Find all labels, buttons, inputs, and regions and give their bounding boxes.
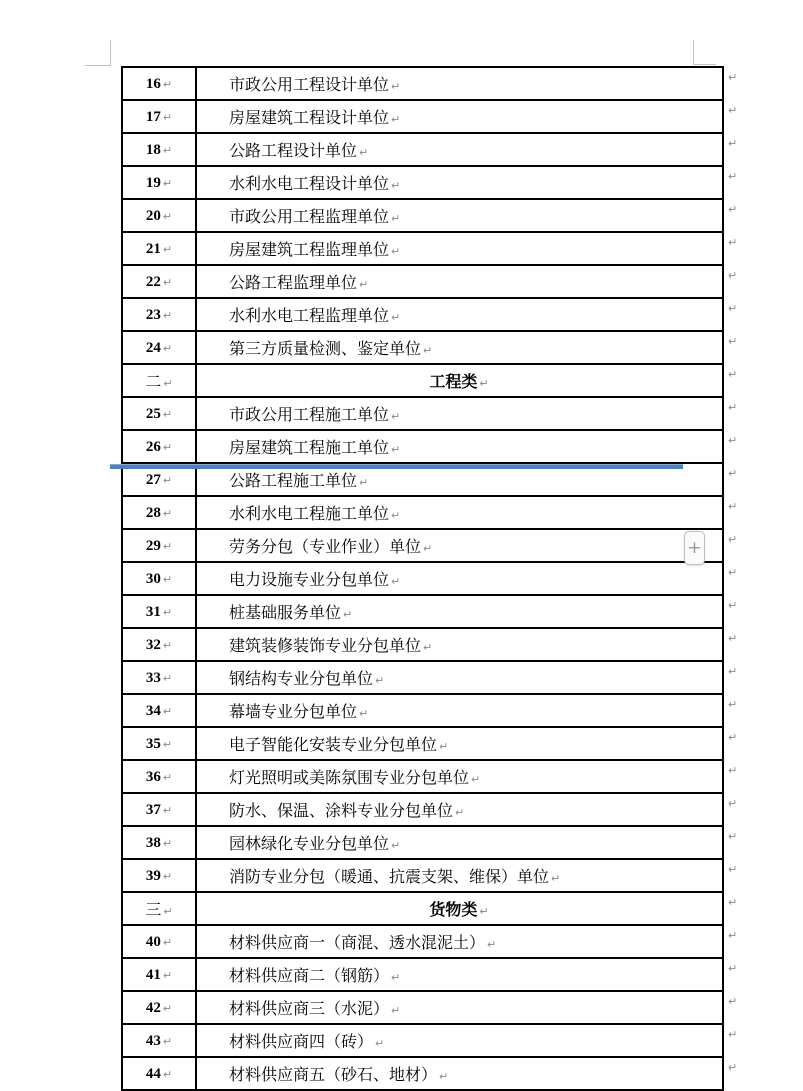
- row-text: 园林绿化专业分包单位: [229, 836, 390, 853]
- row-text: 货物类: [429, 902, 478, 919]
- row-number-cell[interactable]: [122, 727, 196, 760]
- paragraph-mark-icon: ↵: [162, 1001, 173, 1015]
- row-text: 钢结构专业分包单位: [229, 671, 374, 688]
- end-of-row-mark-icon: ↵: [728, 830, 738, 843]
- paragraph-mark-icon: ↵: [162, 770, 173, 784]
- row-text-cell[interactable]: [196, 529, 723, 562]
- supplier-table-body: [122, 67, 723, 1090]
- paragraph-mark-icon: ↵: [359, 278, 369, 291]
- paragraph-mark-icon: ↵: [162, 242, 173, 256]
- paragraph-mark-icon: ↵: [162, 473, 173, 487]
- row-text: 公路工程施工单位: [229, 473, 358, 490]
- paragraph-mark-icon: ↵: [162, 143, 173, 157]
- paragraph-mark-icon: ↵: [162, 77, 173, 91]
- table-row: [122, 529, 723, 562]
- end-of-row-mark-icon: ↵: [728, 335, 738, 348]
- row-number-cell[interactable]: [122, 100, 196, 133]
- row-text: 工程类: [429, 374, 478, 391]
- row-number: 32: [145, 636, 161, 653]
- section-header-row: [122, 892, 723, 925]
- row-number: 42: [145, 999, 161, 1016]
- end-of-row-mark-icon: ↵: [728, 698, 738, 711]
- table-row: [122, 298, 723, 331]
- table-row: [122, 727, 723, 760]
- table-row: [122, 1024, 723, 1057]
- supplier-category-table: [121, 66, 724, 1091]
- end-of-row-mark-icon: ↵: [728, 170, 738, 183]
- row-text-cell[interactable]: [196, 562, 723, 595]
- row-number-cell[interactable]: [122, 661, 196, 694]
- row-number-cell[interactable]: [122, 199, 196, 232]
- row-number-cell[interactable]: [122, 694, 196, 727]
- row-text: 水利水电工程施工单位: [229, 506, 390, 523]
- row-number-cell[interactable]: [122, 430, 196, 463]
- end-of-row-mark-icon: ↵: [728, 104, 738, 117]
- row-number-cell[interactable]: [122, 67, 196, 100]
- row-number: 21: [145, 240, 161, 257]
- row-text-cell[interactable]: [196, 859, 723, 892]
- paragraph-mark-icon: ↵: [439, 740, 449, 753]
- row-number-cell[interactable]: [122, 760, 196, 793]
- paragraph-mark-icon: ↵: [162, 572, 173, 586]
- row-text-cell[interactable]: [196, 133, 723, 166]
- row-number-cell[interactable]: [122, 133, 196, 166]
- row-text-cell[interactable]: [196, 397, 723, 430]
- row-number: 43: [145, 1032, 161, 1049]
- row-text: 水利水电工程监理单位: [229, 308, 390, 325]
- end-of-row-mark-icon: ↵: [728, 1061, 738, 1074]
- row-text: 房屋建筑工程施工单位: [229, 440, 390, 457]
- paragraph-mark-icon: ↵: [391, 113, 401, 126]
- table-row: [122, 661, 723, 694]
- table-row: [122, 265, 723, 298]
- row-number-cell[interactable]: [122, 496, 196, 529]
- paragraph-mark-icon: ↵: [391, 1004, 401, 1017]
- table-row: [122, 562, 723, 595]
- table-row: [122, 430, 723, 463]
- paragraph-mark-icon: ↵: [162, 737, 173, 751]
- end-of-row-mark-icon: ↵: [728, 467, 738, 480]
- table-row: [122, 1057, 723, 1090]
- row-number: 17: [145, 108, 161, 125]
- page-margin-mark-top-left-vertical: [110, 40, 111, 66]
- end-of-row-mark-icon: ↵: [728, 137, 738, 150]
- page-margin-mark-top-left-horizontal: [85, 65, 111, 66]
- row-number-cell[interactable]: [122, 529, 196, 562]
- row-number-cell[interactable]: [122, 826, 196, 859]
- row-number: 二: [145, 374, 162, 391]
- table-row: [122, 166, 723, 199]
- table-row: [122, 925, 723, 958]
- row-text: 公路工程监理单位: [229, 275, 358, 292]
- row-text-cell[interactable]: [196, 628, 723, 661]
- row-number: 三: [145, 902, 162, 919]
- page-margin-mark-top-right-horizontal: [693, 64, 716, 65]
- row-text-cell[interactable]: [196, 727, 723, 760]
- end-of-row-mark-icon: ↵: [728, 401, 738, 414]
- page-margin-mark-top-right-vertical: [693, 40, 694, 65]
- row-text: 建筑装修装饰专业分包单位: [229, 638, 422, 655]
- paragraph-mark-icon: ↵: [359, 476, 369, 489]
- paragraph-mark-icon: ↵: [162, 671, 173, 685]
- paragraph-mark-icon: ↵: [551, 872, 561, 885]
- row-text-cell[interactable]: [196, 166, 723, 199]
- end-of-row-mark-icon: ↵: [728, 434, 738, 447]
- row-text: 劳务分包（专业作业）单位: [229, 539, 422, 556]
- row-text-cell[interactable]: [196, 991, 723, 1024]
- row-text-cell[interactable]: [196, 958, 723, 991]
- row-text-cell[interactable]: [196, 661, 723, 694]
- table-row: [122, 826, 723, 859]
- row-number-cell[interactable]: [122, 562, 196, 595]
- row-text: 防水、保温、涂料专业分包单位: [229, 803, 454, 820]
- paragraph-mark-icon: ↵: [162, 869, 173, 883]
- row-number: 40: [145, 933, 161, 950]
- paragraph-mark-icon: ↵: [162, 638, 173, 652]
- row-text: 第三方质量检测、鉴定单位: [229, 341, 422, 358]
- table-row: [122, 859, 723, 892]
- row-text-cell[interactable]: [196, 892, 723, 925]
- paragraph-mark-icon: ↵: [455, 806, 465, 819]
- end-of-row-mark-icon: ↵: [728, 566, 738, 579]
- paragraph-mark-icon: ↵: [391, 839, 401, 852]
- end-of-row-mark-icon: ↵: [728, 533, 738, 546]
- row-text-cell[interactable]: [196, 694, 723, 727]
- table-row: [122, 67, 723, 100]
- table-row: [122, 991, 723, 1024]
- paragraph-mark-icon: ↵: [162, 704, 173, 718]
- row-number: 37: [145, 801, 161, 818]
- paragraph-mark-icon: ↵: [162, 275, 173, 289]
- row-number: 22: [145, 273, 161, 290]
- end-of-row-mark-icon: ↵: [728, 764, 738, 777]
- row-text: 材料供应商三（水泥）: [229, 1001, 390, 1018]
- paragraph-mark-icon: ↵: [375, 1037, 385, 1050]
- table-row: [122, 133, 723, 166]
- row-text-cell[interactable]: [196, 298, 723, 331]
- paragraph-mark-icon: ↵: [162, 506, 173, 520]
- paragraph-mark-icon: ↵: [162, 605, 173, 619]
- row-number-cell[interactable]: [122, 298, 196, 331]
- row-text-cell[interactable]: [196, 1024, 723, 1057]
- paragraph-mark-icon: ↵: [162, 1034, 173, 1048]
- paragraph-mark-icon: ↵: [162, 968, 173, 982]
- row-number: 28: [145, 504, 161, 521]
- row-number: 44: [145, 1065, 161, 1082]
- row-text-cell[interactable]: [196, 430, 723, 463]
- paragraph-mark-icon: ↵: [162, 209, 173, 223]
- end-of-row-mark-icon: ↵: [728, 71, 738, 84]
- row-number-cell[interactable]: [122, 991, 196, 1024]
- end-of-row-mark-icon: ↵: [728, 1028, 738, 1041]
- paragraph-mark-icon: ↵: [162, 308, 173, 322]
- end-of-row-mark-icon: ↵: [728, 863, 738, 876]
- row-number-cell[interactable]: [122, 892, 196, 925]
- row-text-cell[interactable]: [196, 265, 723, 298]
- row-number: 26: [145, 438, 161, 455]
- paragraph-mark-icon: ↵: [423, 641, 433, 654]
- table-row: [122, 628, 723, 661]
- end-of-row-mark-icon: ↵: [728, 896, 738, 909]
- row-number-cell[interactable]: [122, 331, 196, 364]
- row-text: 消防专业分包（暖通、抗震支架、维保）单位: [229, 869, 550, 886]
- paragraph-mark-icon: ↵: [343, 608, 353, 621]
- table-row: [122, 793, 723, 826]
- row-text-cell[interactable]: [196, 199, 723, 232]
- row-text-cell[interactable]: [196, 760, 723, 793]
- row-number: 18: [145, 141, 161, 158]
- row-text-cell[interactable]: [196, 100, 723, 133]
- row-text-cell[interactable]: [196, 67, 723, 100]
- add-row-button[interactable]: +: [684, 531, 705, 565]
- row-number: 36: [145, 768, 161, 785]
- row-text: 房屋建筑工程监理单位: [229, 242, 390, 259]
- end-of-row-mark-icon: ↵: [728, 929, 738, 942]
- paragraph-mark-icon: ↵: [439, 1070, 449, 1083]
- row-text-cell[interactable]: [196, 793, 723, 826]
- paragraph-mark-icon: ↵: [391, 80, 401, 93]
- row-text: 电子智能化安装专业分包单位: [229, 737, 438, 754]
- paragraph-mark-icon: ↵: [479, 377, 489, 390]
- row-text: 市政公用工程设计单位: [229, 77, 390, 94]
- row-number-cell[interactable]: [122, 1024, 196, 1057]
- row-text-cell[interactable]: [196, 364, 723, 397]
- row-number-cell[interactable]: [122, 232, 196, 265]
- paragraph-mark-icon: ↵: [423, 542, 433, 555]
- row-number: 23: [145, 306, 161, 323]
- paragraph-mark-icon: ↵: [162, 440, 173, 454]
- row-text-cell[interactable]: [196, 1057, 723, 1090]
- row-number: 38: [145, 834, 161, 851]
- paragraph-mark-icon: ↵: [162, 110, 173, 124]
- table-row: [122, 397, 723, 430]
- paragraph-mark-icon: ↵: [162, 341, 173, 355]
- paragraph-mark-icon: ↵: [162, 176, 173, 190]
- table-row: [122, 694, 723, 727]
- row-number: 41: [145, 966, 161, 983]
- row-number: 39: [145, 867, 161, 884]
- row-number: 35: [145, 735, 161, 752]
- row-number: 19: [145, 174, 161, 191]
- end-of-row-mark-icon: ↵: [728, 632, 738, 645]
- table-row: [122, 760, 723, 793]
- paragraph-mark-icon: ↵: [163, 905, 173, 918]
- row-number: 20: [145, 207, 161, 224]
- table-row: [122, 331, 723, 364]
- table-row: [122, 595, 723, 628]
- row-number-cell[interactable]: [122, 793, 196, 826]
- row-text-cell[interactable]: [196, 826, 723, 859]
- paragraph-mark-icon: ↵: [162, 539, 173, 553]
- row-number: 34: [145, 702, 161, 719]
- row-text: 电力设施专业分包单位: [229, 572, 390, 589]
- paragraph-mark-icon: ↵: [391, 311, 401, 324]
- row-number: 27: [145, 471, 161, 488]
- end-of-row-mark-icon: ↵: [728, 203, 738, 216]
- end-of-row-mark-icon: ↵: [728, 962, 738, 975]
- row-number: 29: [145, 537, 161, 554]
- table-row: [122, 100, 723, 133]
- row-text: 材料供应商五（砂石、地材）: [229, 1067, 438, 1084]
- end-of-row-mark-icon: ↵: [728, 368, 738, 381]
- row-text-cell[interactable]: [196, 496, 723, 529]
- end-of-row-mark-icon: ↵: [728, 599, 738, 612]
- table-row: [122, 232, 723, 265]
- row-number-cell[interactable]: [122, 628, 196, 661]
- row-number-cell[interactable]: [122, 397, 196, 430]
- row-number-cell[interactable]: [122, 925, 196, 958]
- row-number-cell[interactable]: [122, 1057, 196, 1090]
- row-text: 房屋建筑工程设计单位: [229, 110, 390, 127]
- paragraph-mark-icon: ↵: [391, 179, 401, 192]
- row-number: 24: [145, 339, 161, 356]
- paragraph-mark-icon: ↵: [391, 212, 401, 225]
- paragraph-mark-icon: ↵: [162, 407, 173, 421]
- paragraph-mark-icon: ↵: [162, 935, 173, 949]
- end-of-row-mark-icon: ↵: [728, 500, 738, 513]
- end-of-row-mark-icon: ↵: [728, 665, 738, 678]
- end-of-row-mark-icon: ↵: [728, 269, 738, 282]
- paragraph-mark-icon: ↵: [471, 773, 481, 786]
- paragraph-mark-icon: ↵: [162, 1067, 173, 1081]
- paragraph-mark-icon: ↵: [375, 674, 385, 687]
- section-header-row: [122, 364, 723, 397]
- paragraph-mark-icon: ↵: [423, 344, 433, 357]
- table-row: [122, 199, 723, 232]
- paragraph-mark-icon: ↵: [163, 377, 173, 390]
- paragraph-mark-icon: ↵: [487, 938, 497, 951]
- paragraph-mark-icon: ↵: [391, 245, 401, 258]
- paragraph-mark-icon: ↵: [359, 146, 369, 159]
- row-text: 材料供应商二（钢筋）: [229, 968, 390, 985]
- paragraph-mark-icon: ↵: [479, 905, 489, 918]
- paragraph-mark-icon: ↵: [391, 509, 401, 522]
- row-text: 市政公用工程监理单位: [229, 209, 390, 226]
- table-row: [122, 496, 723, 529]
- row-number: 31: [145, 603, 161, 620]
- row-number-cell[interactable]: [122, 364, 196, 397]
- row-text: 桩基础服务单位: [229, 605, 342, 622]
- row-number: 16: [145, 75, 161, 92]
- paragraph-mark-icon: ↵: [391, 971, 401, 984]
- row-text: 灯光照明或美陈氛围专业分包单位: [229, 770, 470, 787]
- row-highlight-line: [110, 464, 683, 469]
- row-number: 33: [145, 669, 161, 686]
- table-row: [122, 958, 723, 991]
- row-text-cell[interactable]: [196, 331, 723, 364]
- row-text: 市政公用工程施工单位: [229, 407, 390, 424]
- paragraph-mark-icon: ↵: [359, 707, 369, 720]
- row-text: 幕墙专业分包单位: [229, 704, 358, 721]
- row-text: 材料供应商四（砖）: [229, 1034, 374, 1051]
- row-text-cell[interactable]: [196, 925, 723, 958]
- row-text: 水利水电工程设计单位: [229, 176, 390, 193]
- row-number-cell[interactable]: [122, 595, 196, 628]
- end-of-row-mark-icon: ↵: [728, 302, 738, 315]
- row-text: 材料供应商一（商混、透水混泥土）: [229, 935, 486, 952]
- row-text-cell[interactable]: [196, 232, 723, 265]
- end-of-row-mark-icon: ↵: [728, 995, 738, 1008]
- paragraph-mark-icon: ↵: [162, 836, 173, 850]
- paragraph-mark-icon: ↵: [391, 443, 401, 456]
- row-number-cell[interactable]: [122, 265, 196, 298]
- row-text-cell[interactable]: [196, 595, 723, 628]
- paragraph-mark-icon: ↵: [391, 410, 401, 423]
- end-of-row-mark-icon: ↵: [728, 797, 738, 810]
- row-number: 30: [145, 570, 161, 587]
- paragraph-mark-icon: ↵: [391, 575, 401, 588]
- row-number-cell[interactable]: [122, 958, 196, 991]
- row-number: 25: [145, 405, 161, 422]
- end-of-row-mark-icon: ↵: [728, 731, 738, 744]
- end-of-row-mark-icon: ↵: [728, 236, 738, 249]
- row-number-cell[interactable]: [122, 859, 196, 892]
- row-number-cell[interactable]: [122, 166, 196, 199]
- row-text: 公路工程设计单位: [229, 143, 358, 160]
- paragraph-mark-icon: ↵: [162, 803, 173, 817]
